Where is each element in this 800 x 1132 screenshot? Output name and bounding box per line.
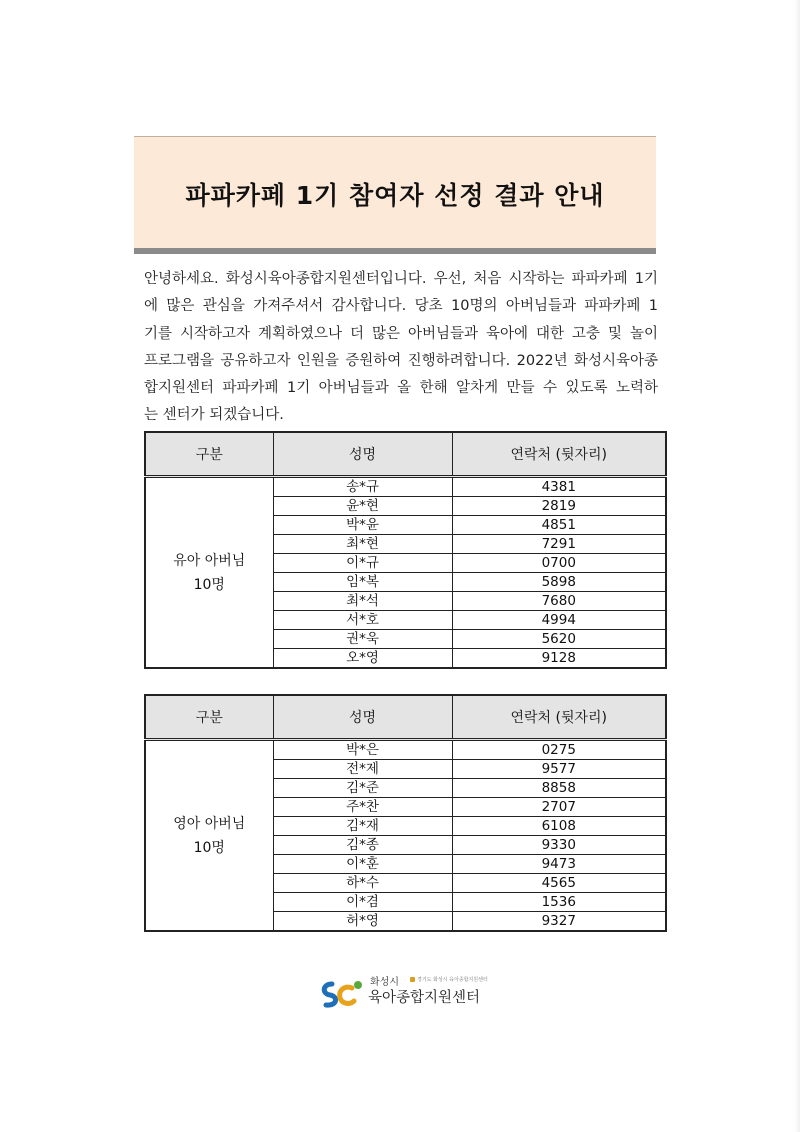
page-edge: [794, 0, 800, 1132]
logo-city: 화성시: [370, 977, 399, 988]
name-cell: 윤*현: [273, 497, 452, 516]
phone-cell: 0275: [452, 740, 666, 760]
table-row: [145, 477, 666, 497]
name-cell: 박*윤: [273, 516, 452, 535]
intro-line: 는 센터가 되겠습니다.: [144, 407, 284, 424]
name-cell: 하*수: [273, 874, 452, 893]
intro-paragraph: [144, 266, 658, 430]
logo-center-name: 육아종합지원센터: [368, 990, 481, 1006]
header-phone: 연락처 (뒷자리): [452, 695, 666, 740]
toddler-fathers-table: [144, 431, 667, 669]
phone-cell: 6108: [452, 817, 666, 836]
phone-cell: 9473: [452, 855, 666, 874]
header-phone: 연락처 (뒷자리): [452, 432, 666, 477]
phone-cell: 9128: [452, 649, 666, 669]
name-cell: 박*은: [273, 740, 452, 760]
phone-cell: 2819: [452, 497, 666, 516]
intro-line: 안녕하세요. 화성시육아종합지원센터입니다. 우선, 처음 시작하는 파파카페 1기: [144, 271, 658, 287]
group-label: 10명: [193, 839, 225, 856]
phone-cell: 4381: [452, 477, 666, 497]
group-cell: [145, 477, 273, 669]
phone-cell: 4851: [452, 516, 666, 535]
phone-cell: 9330: [452, 836, 666, 855]
header-name: 성명: [273, 432, 452, 477]
name-cell: 주*찬: [273, 798, 452, 817]
name-cell: 이*훈: [273, 855, 452, 874]
group-label: 10명: [193, 576, 225, 593]
phone-cell: 0700: [452, 554, 666, 573]
name-cell: 서*호: [273, 611, 452, 630]
name-cell: 전*제: [273, 760, 452, 779]
name-cell: 송*규: [273, 477, 452, 497]
phone-cell: 1536: [452, 893, 666, 912]
intro-line: 프로그램을 공유하고자 인원을 증원하여 진행하려합니다. 2022년 화성시육아종: [144, 352, 658, 369]
title-underline-bar: [134, 248, 656, 254]
name-cell: 김*종: [273, 836, 452, 855]
header-category: 구분: [145, 695, 273, 740]
name-cell: 김*재: [273, 817, 452, 836]
center-logo: [318, 972, 488, 1008]
phone-cell: 4565: [452, 874, 666, 893]
name-cell: 허*영: [273, 912, 452, 932]
phone-cell: 4994: [452, 611, 666, 630]
infant-fathers-table: [144, 694, 667, 932]
table-header-row: [145, 432, 666, 477]
group-label: 영아 아버님: [173, 815, 246, 832]
intro-line: 에 많은 관심을 가져주셔서 감사합니다. 당초 10명의 아버님들과 파파카페 1: [144, 298, 658, 315]
table-header-row: [145, 695, 666, 740]
phone-cell: 8858: [452, 779, 666, 798]
name-cell: 권*욱: [273, 630, 452, 649]
name-cell: 최*석: [273, 592, 452, 611]
table-row: [145, 740, 666, 760]
header-name: 성명: [273, 695, 452, 740]
logo-swirl-icon: [318, 976, 366, 1008]
intro-line: 합지원센터 파파카페 1기 아버님들과 올 한해 알차게 만들 수 있도록 노력하: [144, 380, 658, 397]
logo-tagline: 경기도 화성시 육아종합지원센터: [410, 976, 488, 983]
name-cell: 오*영: [273, 649, 452, 669]
phone-cell: 5620: [452, 630, 666, 649]
phone-cell: 7680: [452, 592, 666, 611]
phone-cell: 5898: [452, 573, 666, 592]
page-title: 파파카페 1기 참여자 선정 결과 안내: [185, 181, 605, 210]
header-category: 구분: [145, 432, 273, 477]
name-cell: 이*겸: [273, 893, 452, 912]
phone-cell: 9577: [452, 760, 666, 779]
name-cell: 임*복: [273, 573, 452, 592]
intro-line: 기를 시작하고자 계획하였으나 더 많은 아버님들과 육아에 대한 고충 및 놀이: [144, 325, 658, 342]
phone-cell: 7291: [452, 535, 666, 554]
phone-cell: 9327: [452, 912, 666, 932]
name-cell: 김*준: [273, 779, 452, 798]
name-cell: 최*현: [273, 535, 452, 554]
name-cell: 이*규: [273, 554, 452, 573]
group-label: 유아 아버님: [173, 552, 246, 569]
group-cell: [145, 740, 273, 932]
phone-cell: 2707: [452, 798, 666, 817]
